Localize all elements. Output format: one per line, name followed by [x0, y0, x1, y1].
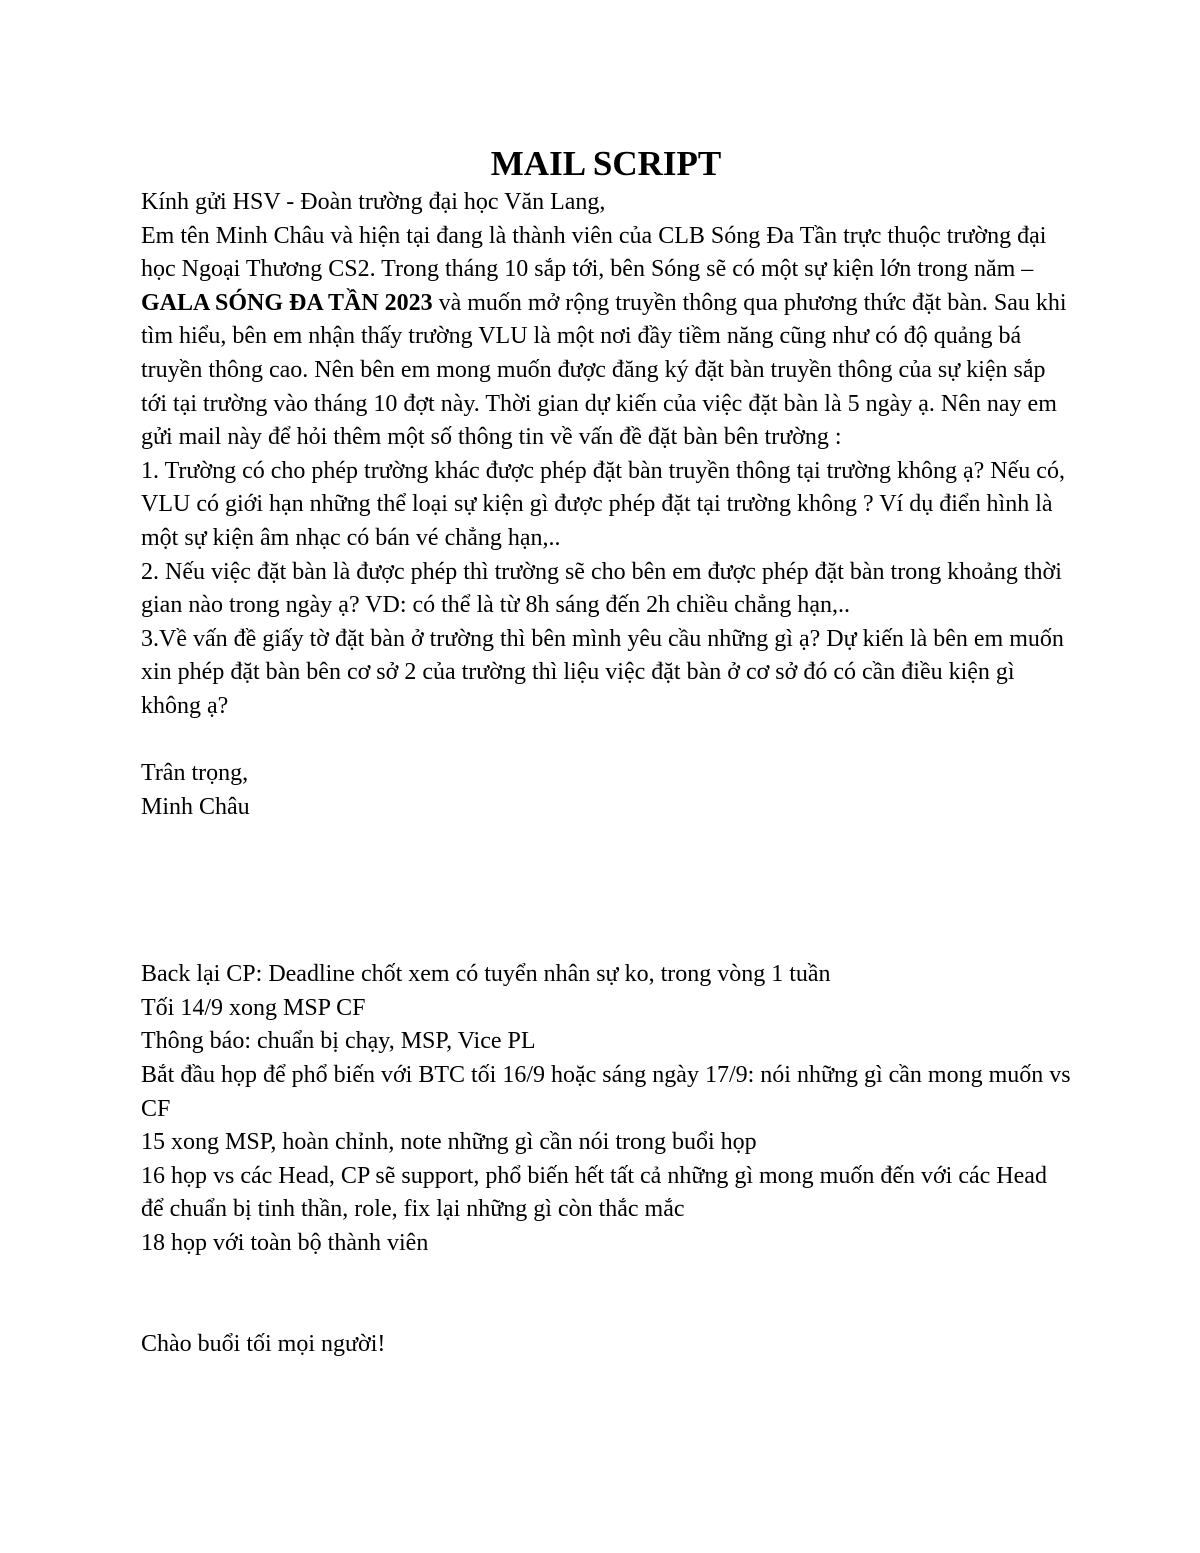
note-item: 16 họp vs các Head, CP sẽ support, phổ biến hết tất cả những gì mong muốn đến với các Head để chuẩn bị tinh thần, role, fix lại những gì còn thắc mắc — [141, 1162, 1047, 1223]
spacer — [141, 824, 1071, 958]
signature: Minh Châu — [141, 793, 250, 820]
spacer — [141, 724, 1071, 758]
closing: Trân trọng, — [141, 760, 249, 787]
note-item: Tối 14/9 xong MSP CF — [141, 994, 366, 1021]
intro-text-end: và muốn mở rộng truyền thông qua phương thức đặt bàn. Sau khi tìm hiểu, bên em nhận thấy trường VLU là một nơi đầy tiềm năng cũng như có độ quảng bá truyền thông cao. Nên bên em mong muốn được đăng ký đặt bàn truyền thông của sự kiện sắp tới tại trường vào tháng 10 đợt này. Thời gian dự kiến của việc đặt bàn là 5 ngày ạ. Nên nay em gửi mail này để hỏi thêm một số thông tin về vấn đề đặt bàn bên trường : — [141, 289, 1067, 451]
question-3: 3.Về vấn đề giấy tờ đặt bàn ở trường thì bên mình yêu cầu những gì ạ? Dự kiến là bên em muốn xin phép đặt bàn bên cơ sở 2 của trường thì liệu việc đặt bàn ở cơ sở đó có cần điều kiện gì không ạ? — [141, 625, 1064, 719]
question-2: 2. Nếu việc đặt bàn là được phép thì trường sẽ cho bên em được phép đặt bàn trong khoảng thời gian nào trong ngày ạ? VD: có thể là từ 8h sáng đến 2h chiều chẳng hạn,.. — [141, 558, 1062, 619]
note-item: Thông báo: chuẩn bị chạy, MSP, Vice PL — [141, 1028, 536, 1055]
spacer — [141, 1261, 1071, 1328]
note-item: 15 xong MSP, hoàn chỉnh, note những gì cần nói trong buổi họp — [141, 1129, 757, 1156]
greeting: Kính gửi HSV - Đoàn trường đại học Văn Lang, — [141, 189, 606, 215]
note-item: 18 họp với toàn bộ thành viên — [141, 1230, 429, 1257]
document-body — [141, 142, 1071, 1361]
question-1: 1. Trường có cho phép trường khác được phép đặt bàn truyền thông tại trường không ạ? Nếu có, VLU có giới hạn những thể loại sự kiện gì được phép đặt tại trường không ? Ví dụ điển hình là một sự kiện âm nhạc có bán vé chẳng hạn,.. — [141, 457, 1065, 551]
document-title: MAIL SCRIPT — [490, 144, 722, 183]
note-item: Back lại CP: Deadline chốt xem có tuyển nhân sự ko, trong vòng 1 tuần — [141, 961, 831, 988]
note-item: Bắt đầu họp để phổ biến với BTC tối 16/9 hoặc sáng ngày 17/9: nói những gì cần mong muốn vs CF — [141, 1062, 1071, 1122]
intro-paragraph — [141, 220, 1071, 455]
final-greeting: Chào buổi tối mọi người! — [141, 1330, 386, 1357]
event-name: GALA SÓNG ĐA TẦN 2023 — [141, 289, 433, 316]
intro-text-start: Em tên Minh Châu và hiện tại đang là thành viên của CLB Sóng Đa Tần trực thuộc trường đại học Ngoại Thương CS2. Trong tháng 10 sắp tới, bên Sóng sẽ có một sự kiện lớn trong năm – — [141, 222, 1047, 283]
